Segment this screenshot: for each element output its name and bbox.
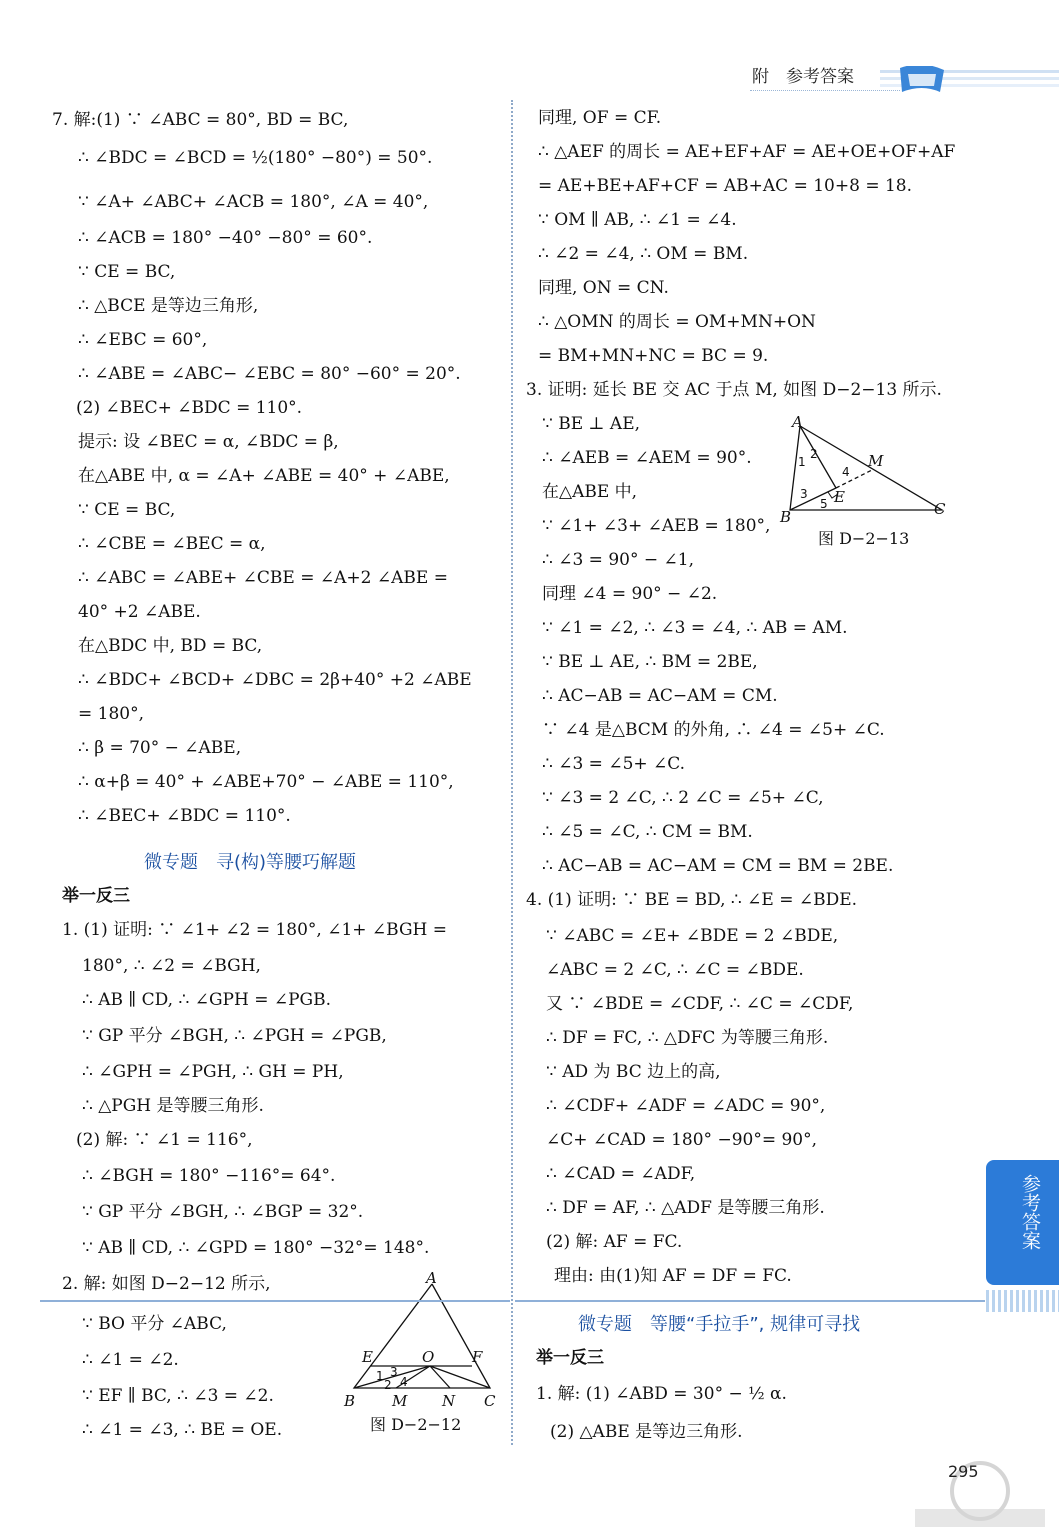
- header-rule: [750, 90, 900, 91]
- text-line: ∵ AB ∥ CD, ∴ ∠GPD = 180° −32°= 148°.: [82, 1238, 430, 1258]
- text-line: ∴ ∠BGH = 180° −116°= 64°.: [82, 1166, 336, 1186]
- text-line: 又 ∵ ∠BDE = ∠CDF, ∴ ∠C = ∠CDF,: [546, 994, 854, 1014]
- figure-caption: 图 D−2−12: [370, 1415, 462, 1434]
- section-subtitle: 举一反三: [62, 886, 130, 906]
- text-line: ∵ ∠1+ ∠3+ ∠AEB = 180°,: [542, 516, 771, 536]
- label-c: C: [484, 1392, 496, 1410]
- text-line: (2) 解: ∵ ∠1 = 116°,: [76, 1130, 253, 1150]
- text-line: ∴ ∠1 = ∠3, ∴ BE = OE.: [82, 1420, 283, 1440]
- text-line: 在△ABE 中,: [542, 482, 638, 502]
- figure-d-2-12: [340, 1272, 500, 1412]
- text-line: 理由: 由(1)知 AF = DF = FC.: [554, 1266, 792, 1286]
- text-line: ∴ β = 70° − ∠ABE,: [78, 738, 242, 758]
- text-line: ∠ABC = 2 ∠C, ∴ ∠C = ∠BDE.: [546, 960, 804, 980]
- label-a: A: [426, 1272, 437, 1287]
- text-line: ∴ ∠ABC = ∠ABE+ ∠CBE = ∠A+2 ∠ABE =: [78, 568, 448, 588]
- text-line: ∵ ∠A+ ∠ABC+ ∠ACB = 180°, ∠A = 40°,: [78, 192, 429, 212]
- text-line: ∴ DF = AF, ∴ △ADF 是等腰三角形.: [546, 1198, 825, 1218]
- text-line: ∴ ∠CDF+ ∠ADF = ∠ADC = 90°,: [546, 1096, 826, 1116]
- angle-label-5: 5: [820, 497, 828, 511]
- text-line: ∴ ∠3 = 90° − ∠1,: [542, 550, 694, 570]
- segment-co: [430, 1366, 490, 1388]
- text-line: ∴ ∠ACB = 180° −40° −80° = 60°.: [78, 228, 373, 248]
- label-e: E: [834, 488, 845, 506]
- section-subtitle: 举一反三: [536, 1348, 604, 1368]
- text-line: ∴ DF = FC, ∴ △DFC 为等腰三角形.: [546, 1028, 829, 1048]
- text-line: ∵ EF ∥ BC, ∴ ∠3 = ∠2.: [82, 1386, 274, 1406]
- text-line: ∵ ∠1 = ∠2, ∴ ∠3 = ∠4, ∴ AB = AM.: [542, 618, 848, 638]
- text-line: 2. 解: 如图 D−2−12 所示,: [62, 1274, 271, 1294]
- column-divider: [511, 100, 513, 1445]
- text-line: = BM+MN+NC = BC = 9.: [538, 346, 769, 366]
- text-line: ∴ ∠5 = ∠C, ∴ CM = BM.: [542, 822, 753, 842]
- figure-caption: 图 D−2−13: [818, 529, 910, 548]
- text-line: ∴ ∠AEB = ∠AEM = 90°.: [542, 448, 752, 468]
- side-tab-label: 参考答案: [1019, 1174, 1041, 1250]
- page-number: 295: [948, 1462, 979, 1481]
- label-f: F: [472, 1348, 483, 1366]
- text-line: ∠C+ ∠CAD = 180° −90°= 90°,: [546, 1130, 818, 1150]
- text-line: ∴ ∠CBE = ∠BEC = α,: [78, 534, 266, 554]
- text-line: ∵ GP 平分 ∠BGH, ∴ ∠PGH = ∠PGB,: [82, 1026, 387, 1046]
- text-line: = AE+BE+AF+CF = AB+AC = 10+8 = 18.: [538, 176, 913, 196]
- label-m: M: [868, 452, 884, 470]
- text-line: 同理, ON = CN.: [538, 278, 669, 298]
- text-line: ∵ CE = BC,: [78, 500, 176, 520]
- angle-label-3: 3: [390, 1365, 398, 1379]
- text-line: 4. (1) 证明: ∵ BE = BD, ∴ ∠E = ∠BDE.: [526, 890, 858, 910]
- text-line: ∵ ∠ABC = ∠E+ ∠BDE = 2 ∠BDE,: [546, 926, 839, 946]
- text-line: ∴ △OMN 的周长 = OM+MN+ON: [538, 312, 816, 332]
- text-line: 1. (1) 证明: ∵ ∠1+ ∠2 = 180°, ∠1+ ∠BGH =: [62, 920, 448, 940]
- section-title: 微专题 等腰“手拉手”, 规律可寻找: [578, 1314, 861, 1335]
- text-line: 40° +2 ∠ABE.: [78, 602, 201, 622]
- label-a: A: [792, 414, 803, 431]
- label-n: N: [442, 1392, 456, 1410]
- side-tab[interactable]: [986, 1160, 1059, 1285]
- text-line: 180°, ∴ ∠2 = ∠BGH,: [82, 956, 261, 976]
- text-line: 在△ABE 中, α = ∠A+ ∠ABE = 40° + ∠ABE,: [78, 466, 450, 486]
- text-line: (2) ∠BEC+ ∠BDC = 110°.: [76, 398, 303, 418]
- text-line: ∴ AC−AB = AC−AM = CM = BM = 2BE.: [542, 856, 894, 876]
- text-line: ∴ ∠BDC+ ∠BCD+ ∠DBC = 2β+40° +2 ∠ABE: [78, 670, 472, 690]
- text-line: ∴ △PGH 是等腰三角形.: [82, 1096, 264, 1116]
- running-header: 附 参考答案: [752, 67, 854, 87]
- text-line: ∵ BE ⊥ AE, ∴ BM = 2BE,: [542, 652, 758, 672]
- text-line: = 180°,: [78, 704, 144, 724]
- segment-be: [790, 488, 836, 510]
- section-rule: [40, 1300, 510, 1302]
- text-line: 同理 ∠4 = 90° − ∠2.: [542, 584, 718, 604]
- angle-label-2: 2: [384, 1378, 392, 1392]
- text-line: ∴ AB ∥ CD, ∴ ∠GPH = ∠PGB.: [82, 990, 332, 1010]
- angle-label-4: 4: [842, 465, 850, 479]
- text-line: ∴ ∠1 = ∠2.: [82, 1350, 179, 1370]
- text-line: ∴ △BCE 是等边三角形,: [78, 296, 259, 316]
- text-line: ∵ CE = BC,: [78, 262, 176, 282]
- text-line: 在△BDC 中, BD = BC,: [78, 636, 263, 656]
- text-line: ∴ ∠BEC+ ∠BDC = 110°.: [78, 806, 291, 826]
- figure-d-2-13: [778, 414, 958, 526]
- label-b: B: [780, 508, 792, 526]
- angle-label-1: 1: [798, 455, 806, 469]
- text-line: ∴ AC−AB = AC−AM = CM.: [542, 686, 778, 706]
- text-line: ∵ BE ⊥ AE,: [542, 414, 641, 434]
- text-line: ∵ ∠4 是△BCM 的外角, ∴ ∠4 = ∠5+ ∠C.: [542, 720, 885, 740]
- text-line: ∴ ∠GPH = ∠PGH, ∴ GH = PH,: [82, 1062, 344, 1082]
- text-line: ∵ OM ∥ AB, ∴ ∠1 = ∠4.: [538, 210, 737, 230]
- text-line: ∴ ∠2 = ∠4, ∴ OM = BM.: [538, 244, 749, 264]
- text-line: ∴ ∠EBC = 60°,: [78, 330, 208, 350]
- label-b: B: [344, 1392, 356, 1410]
- text-line: ∴ ∠BDC = ∠BCD = ½(180° −80°) = 50°.: [78, 148, 433, 168]
- section-rule: [515, 1300, 985, 1302]
- text-line: ∴ △AEF 的周长 = AE+EF+AF = AE+OE+OF+AF: [538, 142, 956, 162]
- watermark-icon: [905, 1455, 1055, 1533]
- text-line: 3. 证明: 延长 BE 交 AC 于点 M, 如图 D−2−13 所示.: [526, 380, 942, 400]
- text-line: ∵ ∠3 = 2 ∠C, ∴ 2 ∠C = ∠5+ ∠C,: [542, 788, 824, 808]
- label-m: M: [392, 1392, 408, 1410]
- angle-label-4: 4: [400, 1375, 408, 1389]
- text-line: ∴ ∠3 = ∠5+ ∠C.: [542, 754, 686, 774]
- side-stripes: [986, 1290, 1059, 1312]
- text-line: ∴ ∠ABE = ∠ABC− ∠EBC = 80° −60° = 20°.: [78, 364, 461, 384]
- angle-label-3: 3: [800, 487, 808, 501]
- header-decoration-icon: [880, 66, 1059, 96]
- label-o: O: [422, 1348, 435, 1366]
- text-line: 同理, OF = CF.: [538, 108, 662, 128]
- text-line: (2) △ABE 是等边三角形.: [550, 1422, 743, 1442]
- text-line: ∵ AD 为 BC 边上的高,: [546, 1062, 721, 1082]
- text-line: ∵ GP 平分 ∠BGH, ∴ ∠BGP = 32°.: [82, 1202, 364, 1222]
- text-line: 提示: 设 ∠BEC = α, ∠BDC = β,: [78, 432, 339, 452]
- label-e: E: [362, 1348, 373, 1366]
- triangle-abc: [790, 426, 942, 510]
- angle-label-2: 2: [810, 447, 818, 461]
- text-line: 1. 解: (1) ∠ABD = 30° − ½ α.: [536, 1384, 787, 1404]
- text-line: ∵ BO 平分 ∠ABC,: [82, 1314, 227, 1334]
- angle-label-1: 1: [376, 1369, 384, 1383]
- text-line: 7. 解:(1) ∵ ∠ABC = 80°, BD = BC,: [52, 110, 349, 130]
- text-line: ∴ ∠CAD = ∠ADF,: [546, 1164, 696, 1184]
- section-title: 微专题 寻(构)等腰巧解题: [144, 852, 357, 873]
- label-c: C: [934, 500, 946, 518]
- text-line: (2) 解: AF = FC.: [546, 1232, 683, 1252]
- text-line: ∴ α+β = 40° + ∠ABE+70° − ∠ABE = 110°,: [78, 772, 454, 792]
